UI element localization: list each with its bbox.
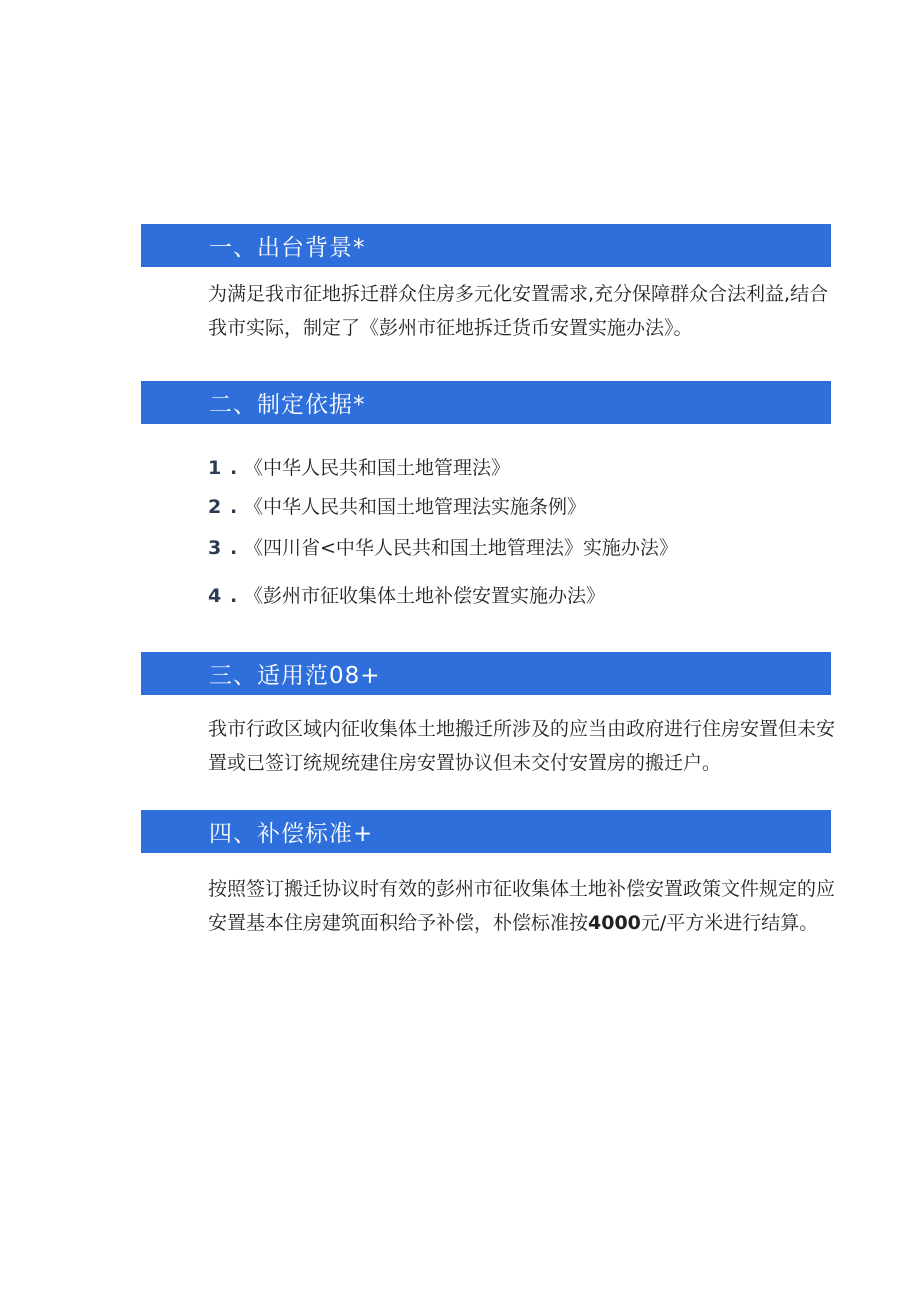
section-title: 四、补偿标准+ xyxy=(209,821,374,847)
body-text-post: 元/平方米进行结算。 xyxy=(640,912,819,934)
body-text-pre: 按照签订搬迁协议时有效的彭州市征收集体土地补偿安置政策文件规定的应安置基本住房建筑面积给予补偿，朴偿标准按 xyxy=(208,878,836,934)
list-item xyxy=(208,455,510,481)
section-body-standard xyxy=(208,872,838,940)
list-item xyxy=(208,535,678,561)
section-body-background: 为满足我市征地拆迁群众住房多元化安置需求,充分保障群众合法利益,结合我市实际，制定了《彭州市征地拆迁货币安置实施办法》。 xyxy=(208,283,829,339)
list-text: 《彭州市征收集体土地补偿安置实施办法》 xyxy=(244,585,606,607)
list-item xyxy=(208,494,586,520)
section-header-basis xyxy=(141,381,831,424)
section-header-scope xyxy=(141,652,831,695)
list-dot: . xyxy=(230,457,238,479)
list-dot: . xyxy=(230,585,238,607)
list-number: 1 xyxy=(208,457,222,479)
section-title: 二、制定依据* xyxy=(209,392,366,418)
list-number: 2 xyxy=(208,496,222,518)
list-text: 《中华人民共和国土地管理法》 xyxy=(244,457,511,479)
list-text: 《中华人民共和国土地管理法实施条例》 xyxy=(244,496,587,518)
list-dot: . xyxy=(230,537,238,559)
section-header-background xyxy=(141,224,831,267)
list-number: 3 xyxy=(208,537,222,559)
section-header-standard xyxy=(141,810,831,853)
list-item xyxy=(208,583,605,609)
section-body-scope: 我市行政区域内征收集体土地搬迁所涉及的应当由政府进行住房安置但未安置或已签订统规统建住房安置协议但未交付安置房的搬迁户。 xyxy=(208,718,836,774)
list-dot: . xyxy=(230,496,238,518)
list-number: 4 xyxy=(208,585,222,607)
compensation-amount: 4000 xyxy=(588,912,641,934)
section-title: 三、适用范08+ xyxy=(209,663,381,689)
section-title: 一、出台背景* xyxy=(209,235,366,261)
list-text: 《四川省<中华人民共和国土地管理法》实施办法》 xyxy=(244,537,678,559)
